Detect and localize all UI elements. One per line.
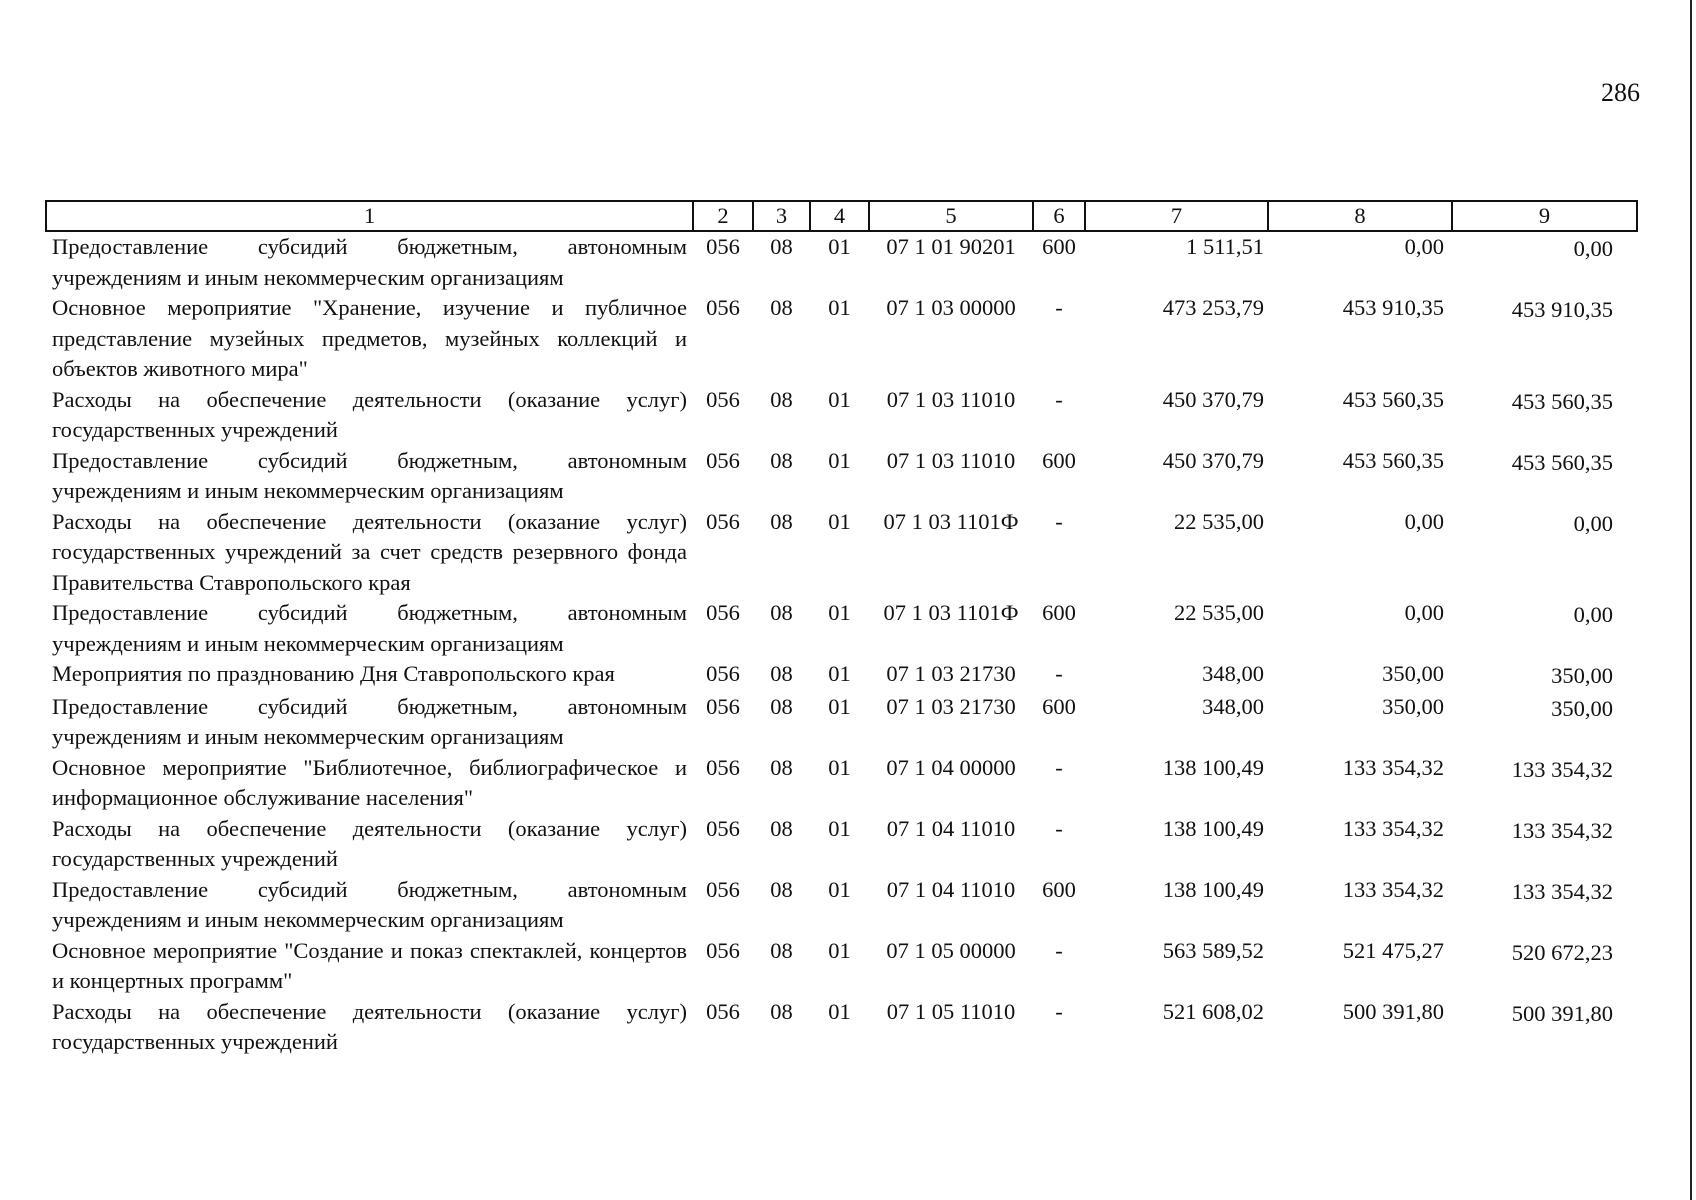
- table-row: [46, 231, 1637, 293]
- row-amount-col7: 22 535,00: [1174, 600, 1264, 625]
- row-description: Предоставление субсидий бюджетным, автономным учреждениям и иным некоммерческим организациям: [52, 693, 687, 749]
- row-subsection-code: 01: [828, 876, 851, 902]
- header-col-1: 1: [46, 201, 693, 231]
- budget-table: [45, 200, 1638, 1058]
- header-col-6: 6: [1033, 201, 1085, 231]
- row-target-article-code: 07 1 04 11010: [886, 876, 1016, 902]
- row-amount-col9: 133 354,32: [1511, 756, 1613, 782]
- row-description: Расходы на обеспечение деятельности (оказание услуг) государственных учреждений: [52, 386, 687, 442]
- row-amount-col9: 133 354,32: [1511, 817, 1613, 843]
- row-amount-col7: 450 370,79: [1162, 386, 1264, 412]
- row-description: Мероприятия по празднованию Дня Ставропольского края: [52, 661, 615, 686]
- row-subsection-code: 01: [828, 754, 851, 780]
- row-amount-col8: 350,00: [1382, 693, 1444, 719]
- row-description: Расходы на обеспечение деятельности (оказание услуг) государственных учреждений за счет средств резервного фонда Правительства Ставропольского края: [52, 508, 687, 595]
- row-subsection-code: 01: [828, 998, 851, 1024]
- row-section-code: 08: [770, 998, 793, 1024]
- row-expense-type-code: -: [1055, 754, 1063, 780]
- row-subsection-code: 01: [828, 937, 851, 963]
- row-ministry-code: 056: [706, 234, 740, 259]
- row-amount-col8: 133 354,32: [1342, 815, 1444, 841]
- row-target-article-code: 07 1 03 21730: [886, 693, 1016, 719]
- row-section-code: 08: [770, 386, 793, 412]
- row-target-article-code: 07 1 03 00000: [886, 295, 1016, 320]
- row-amount-col8: 0,00: [1404, 234, 1444, 259]
- row-target-article-code: 07 1 05 00000: [886, 937, 1016, 963]
- row-ministry-code: 056: [706, 998, 740, 1024]
- row-section-code: 08: [770, 600, 793, 625]
- row-ministry-code: 056: [706, 815, 740, 841]
- row-section-code: 08: [770, 234, 793, 259]
- row-description: Предоставление субсидий бюджетным, автономным учреждениям и иным некоммерческим организациям: [52, 876, 687, 932]
- row-expense-type-code: 600: [1042, 693, 1076, 719]
- row-section-code: 08: [770, 754, 793, 780]
- table-row: [46, 293, 1637, 385]
- row-amount-col8: 133 354,32: [1342, 876, 1444, 902]
- table-row: [46, 753, 1637, 814]
- row-target-article-code: 07 1 03 11010: [886, 386, 1016, 412]
- row-amount-col9: 453 560,35: [1511, 388, 1613, 414]
- row-expense-type-code: 600: [1042, 600, 1076, 625]
- row-expense-type-code: -: [1055, 998, 1063, 1024]
- row-description: Основное мероприятие "Библиотечное, библиографическое и информационное обслуживание населения": [52, 754, 687, 810]
- row-expense-type-code: -: [1055, 937, 1063, 963]
- row-subsection-code: 01: [828, 386, 851, 412]
- row-amount-col7: 563 589,52: [1162, 937, 1264, 963]
- row-target-article-code: 07 1 01 90201: [886, 234, 1016, 259]
- row-expense-type-code: 600: [1042, 447, 1076, 473]
- row-subsection-code: 01: [828, 815, 851, 841]
- row-ministry-code: 056: [706, 295, 740, 320]
- row-description: Предоставление субсидий бюджетным, автономным учреждениям и иным некоммерческим организациям: [52, 600, 687, 656]
- row-amount-col8: 0,00: [1404, 600, 1444, 625]
- table-row: [46, 692, 1637, 753]
- row-amount-col7: 138 100,49: [1162, 815, 1264, 841]
- row-amount-col9: 0,00: [1573, 236, 1613, 261]
- row-expense-type-code: -: [1055, 295, 1063, 320]
- row-target-article-code: 07 1 04 00000: [886, 754, 1016, 780]
- row-amount-col8: 500 391,80: [1342, 998, 1444, 1024]
- row-section-code: 08: [770, 876, 793, 902]
- header-col-7: 7: [1085, 201, 1268, 231]
- row-amount-col9: 350,00: [1551, 663, 1613, 688]
- row-description: Расходы на обеспечение деятельности (оказание услуг) государственных учреждений: [52, 998, 687, 1054]
- row-subsection-code: 01: [828, 508, 851, 534]
- row-target-article-code: 07 1 03 11010: [886, 447, 1016, 473]
- row-section-code: 08: [770, 447, 793, 473]
- row-amount-col8: 521 475,27: [1342, 937, 1444, 963]
- row-amount-col8: 350,00: [1382, 661, 1444, 686]
- row-subsection-code: 01: [828, 693, 851, 719]
- row-description: Предоставление субсидий бюджетным, автономным учреждениям и иным некоммерческим организациям: [52, 447, 687, 503]
- table-row: [46, 997, 1637, 1058]
- row-expense-type-code: -: [1055, 815, 1063, 841]
- row-amount-col7: 22 535,00: [1174, 508, 1264, 534]
- row-description: Расходы на обеспечение деятельности (оказание услуг) государственных учреждений: [52, 815, 687, 871]
- row-target-article-code: 07 1 03 1101Ф: [883, 600, 1019, 625]
- row-description: Предоставление субсидий бюджетным, автономным учреждениям и иным некоммерческим организациям: [52, 234, 687, 290]
- row-ministry-code: 056: [706, 693, 740, 719]
- table-row: [46, 598, 1637, 659]
- row-ministry-code: 056: [706, 754, 740, 780]
- row-amount-col7: 348,00: [1202, 693, 1264, 719]
- row-description: Основное мероприятие "Хранение, изучение и публичное представление музейных предметов, музейных коллекций и объектов животного мира": [52, 295, 687, 381]
- page-edge-line: [1690, 0, 1692, 1200]
- header-col-3: 3: [753, 201, 810, 231]
- row-amount-col9: 0,00: [1573, 602, 1613, 627]
- row-amount-col9: 520 672,23: [1511, 939, 1613, 965]
- row-expense-type-code: 600: [1042, 876, 1076, 902]
- row-amount-col7: 138 100,49: [1162, 876, 1264, 902]
- row-ministry-code: 056: [706, 937, 740, 963]
- header-col-5: 5: [869, 201, 1033, 231]
- row-amount-col9: 500 391,80: [1511, 1000, 1613, 1026]
- row-amount-col9: 453 560,35: [1511, 449, 1613, 475]
- row-ministry-code: 056: [706, 508, 740, 534]
- table-row: [46, 659, 1637, 692]
- row-ministry-code: 056: [706, 447, 740, 473]
- table-row: [46, 936, 1637, 997]
- table-row: [46, 507, 1637, 599]
- row-ministry-code: 056: [706, 876, 740, 902]
- row-amount-col9: 350,00: [1551, 695, 1613, 721]
- row-amount-col9: 133 354,32: [1511, 878, 1613, 904]
- row-amount-col7: 521 608,02: [1162, 998, 1264, 1024]
- row-amount-col8: 453 560,35: [1342, 386, 1444, 412]
- row-section-code: 08: [770, 295, 793, 320]
- row-expense-type-code: 600: [1042, 234, 1076, 259]
- header-col-9: 9: [1452, 201, 1637, 231]
- header-row: [46, 201, 1637, 231]
- row-amount-col9: 453 910,35: [1511, 297, 1613, 322]
- header-col-4: 4: [810, 201, 869, 231]
- row-subsection-code: 01: [828, 600, 851, 625]
- table-row: [46, 875, 1637, 936]
- row-expense-type-code: -: [1055, 661, 1063, 686]
- row-subsection-code: 01: [828, 447, 851, 473]
- row-amount-col7: 1 511,51: [1186, 234, 1264, 259]
- row-section-code: 08: [770, 661, 793, 686]
- row-subsection-code: 01: [828, 295, 851, 320]
- row-ministry-code: 056: [706, 600, 740, 625]
- header-col-8: 8: [1268, 201, 1452, 231]
- table-row: [46, 446, 1637, 507]
- row-amount-col8: 0,00: [1404, 508, 1444, 534]
- row-target-article-code: 07 1 05 11010: [886, 998, 1016, 1024]
- page-number: 286: [1601, 78, 1640, 107]
- row-ministry-code: 056: [706, 386, 740, 412]
- row-subsection-code: 01: [828, 661, 851, 686]
- row-amount-col9: 0,00: [1573, 510, 1613, 536]
- row-amount-col7: 473 253,79: [1162, 295, 1264, 320]
- row-expense-type-code: -: [1055, 386, 1063, 412]
- row-section-code: 08: [770, 508, 793, 534]
- row-amount-col7: 138 100,49: [1162, 754, 1264, 780]
- row-target-article-code: 07 1 03 21730: [886, 661, 1016, 686]
- row-description: Основное мероприятие "Создание и показ спектаклей, концертов и концертных программ": [52, 937, 687, 993]
- table-row: [46, 385, 1637, 446]
- row-subsection-code: 01: [828, 234, 851, 259]
- row-expense-type-code: -: [1055, 508, 1063, 534]
- row-section-code: 08: [770, 937, 793, 963]
- row-amount-col7: 450 370,79: [1162, 447, 1264, 473]
- row-target-article-code: 07 1 04 11010: [886, 815, 1016, 841]
- table-row: [46, 814, 1637, 875]
- row-ministry-code: 056: [706, 661, 740, 686]
- row-amount-col8: 453 910,35: [1342, 295, 1444, 320]
- row-amount-col8: 133 354,32: [1342, 754, 1444, 780]
- header-col-2: 2: [693, 201, 753, 231]
- row-amount-col8: 453 560,35: [1342, 447, 1444, 473]
- row-target-article-code: 07 1 03 1101Ф: [883, 508, 1019, 534]
- row-amount-col7: 348,00: [1202, 661, 1264, 686]
- row-section-code: 08: [770, 693, 793, 719]
- row-section-code: 08: [770, 815, 793, 841]
